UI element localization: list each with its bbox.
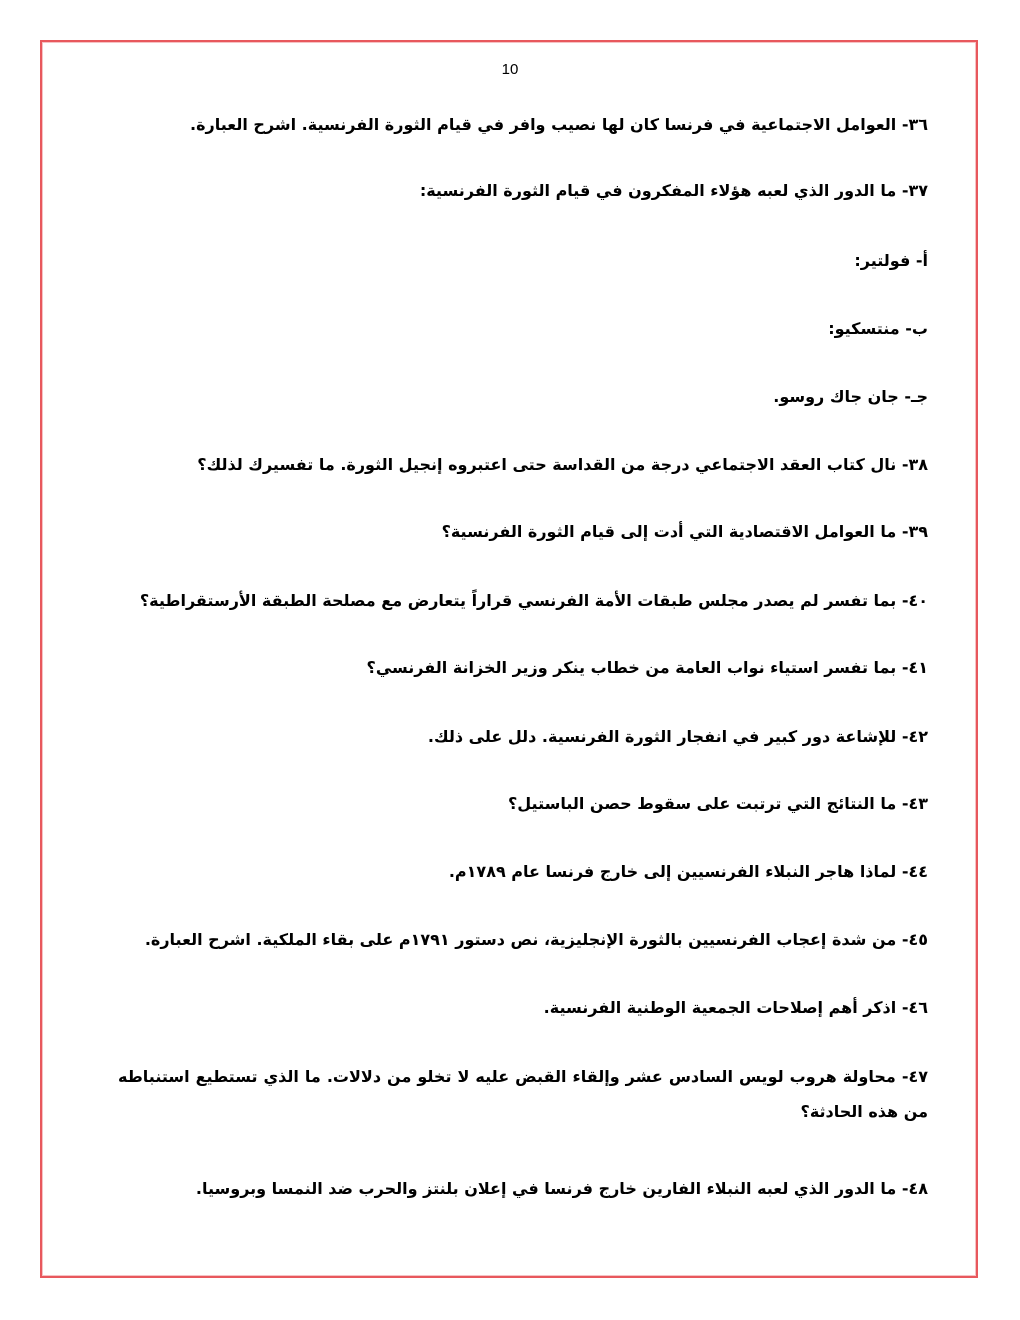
question-40: ٤٠- بما تفسر لم يصدر مجلس طبقات الأمة الفرنسي قراراً يتعارض مع مصلحة الطبقة الأرستقراطية؟ — [139, 591, 928, 610]
question-43: ٤٣- ما النتائج التي ترتبت على سقوط حصن الباستيل؟ — [507, 794, 928, 813]
question-37: ٣٧- ما الدور الذي لعبه هؤلاء المفكرون في قيام الثورة الفرنسية: — [419, 181, 928, 200]
question-48: ٤٨- ما الدور الذي لعبه النبلاء الفارين خارج فرنسا في إعلان بلنتز والحرب ضد النمسا وبروسيا. — [195, 1179, 928, 1198]
question-37-item-c: جـ- جان جاك روسو. — [773, 387, 928, 406]
question-42: ٤٢- للإشاعة دور كبير في انفجار الثورة الفرنسية. دلل على ذلك. — [427, 727, 928, 746]
question-38: ٣٨- نال كتاب العقد الاجتماعي درجة من القداسة حتى اعتبروه إنجيل الثورة. ما تفسيرك لذلك؟ — [197, 455, 928, 474]
question-37-item-a: أ- فولتير: — [854, 251, 928, 270]
question-41: ٤١- بما تفسر استياء نواب العامة من خطاب ينكر وزير الخزانة الفرنسي؟ — [366, 658, 928, 677]
question-47: ٤٧- محاولة هروب لويس السادس عشر وإلقاء القبض عليه لا تخلو من دلالات. ما الذي تستطيع استنباطه من هذه الحادثة؟ — [118, 1067, 928, 1121]
question-46: ٤٦- اذكر أهم إصلاحات الجمعية الوطنية الفرنسية. — [543, 998, 928, 1017]
question-37-item-b: ب- منتسكيو: — [828, 319, 928, 338]
question-39: ٣٩- ما العوامل الاقتصادية التي أدت إلى قيام الثورة الفرنسية؟ — [441, 522, 928, 541]
question-45: ٤٥- من شدة إعجاب الفرنسيين بالثورة الإنجليزية، نص دستور ١٧٩١م على بقاء الملكية. اشرح العبارة. — [144, 930, 928, 949]
question-36: ٣٦- العوامل الاجتماعية في فرنسا كان لها نصيب وافر في قيام الثورة الفرنسية. اشرح العبارة. — [190, 115, 928, 134]
page-number: 10 — [501, 61, 519, 78]
question-44: ٤٤- لماذا هاجر النبلاء الفرنسيين إلى خارج فرنسا عام ١٧٨٩م. — [448, 862, 928, 881]
